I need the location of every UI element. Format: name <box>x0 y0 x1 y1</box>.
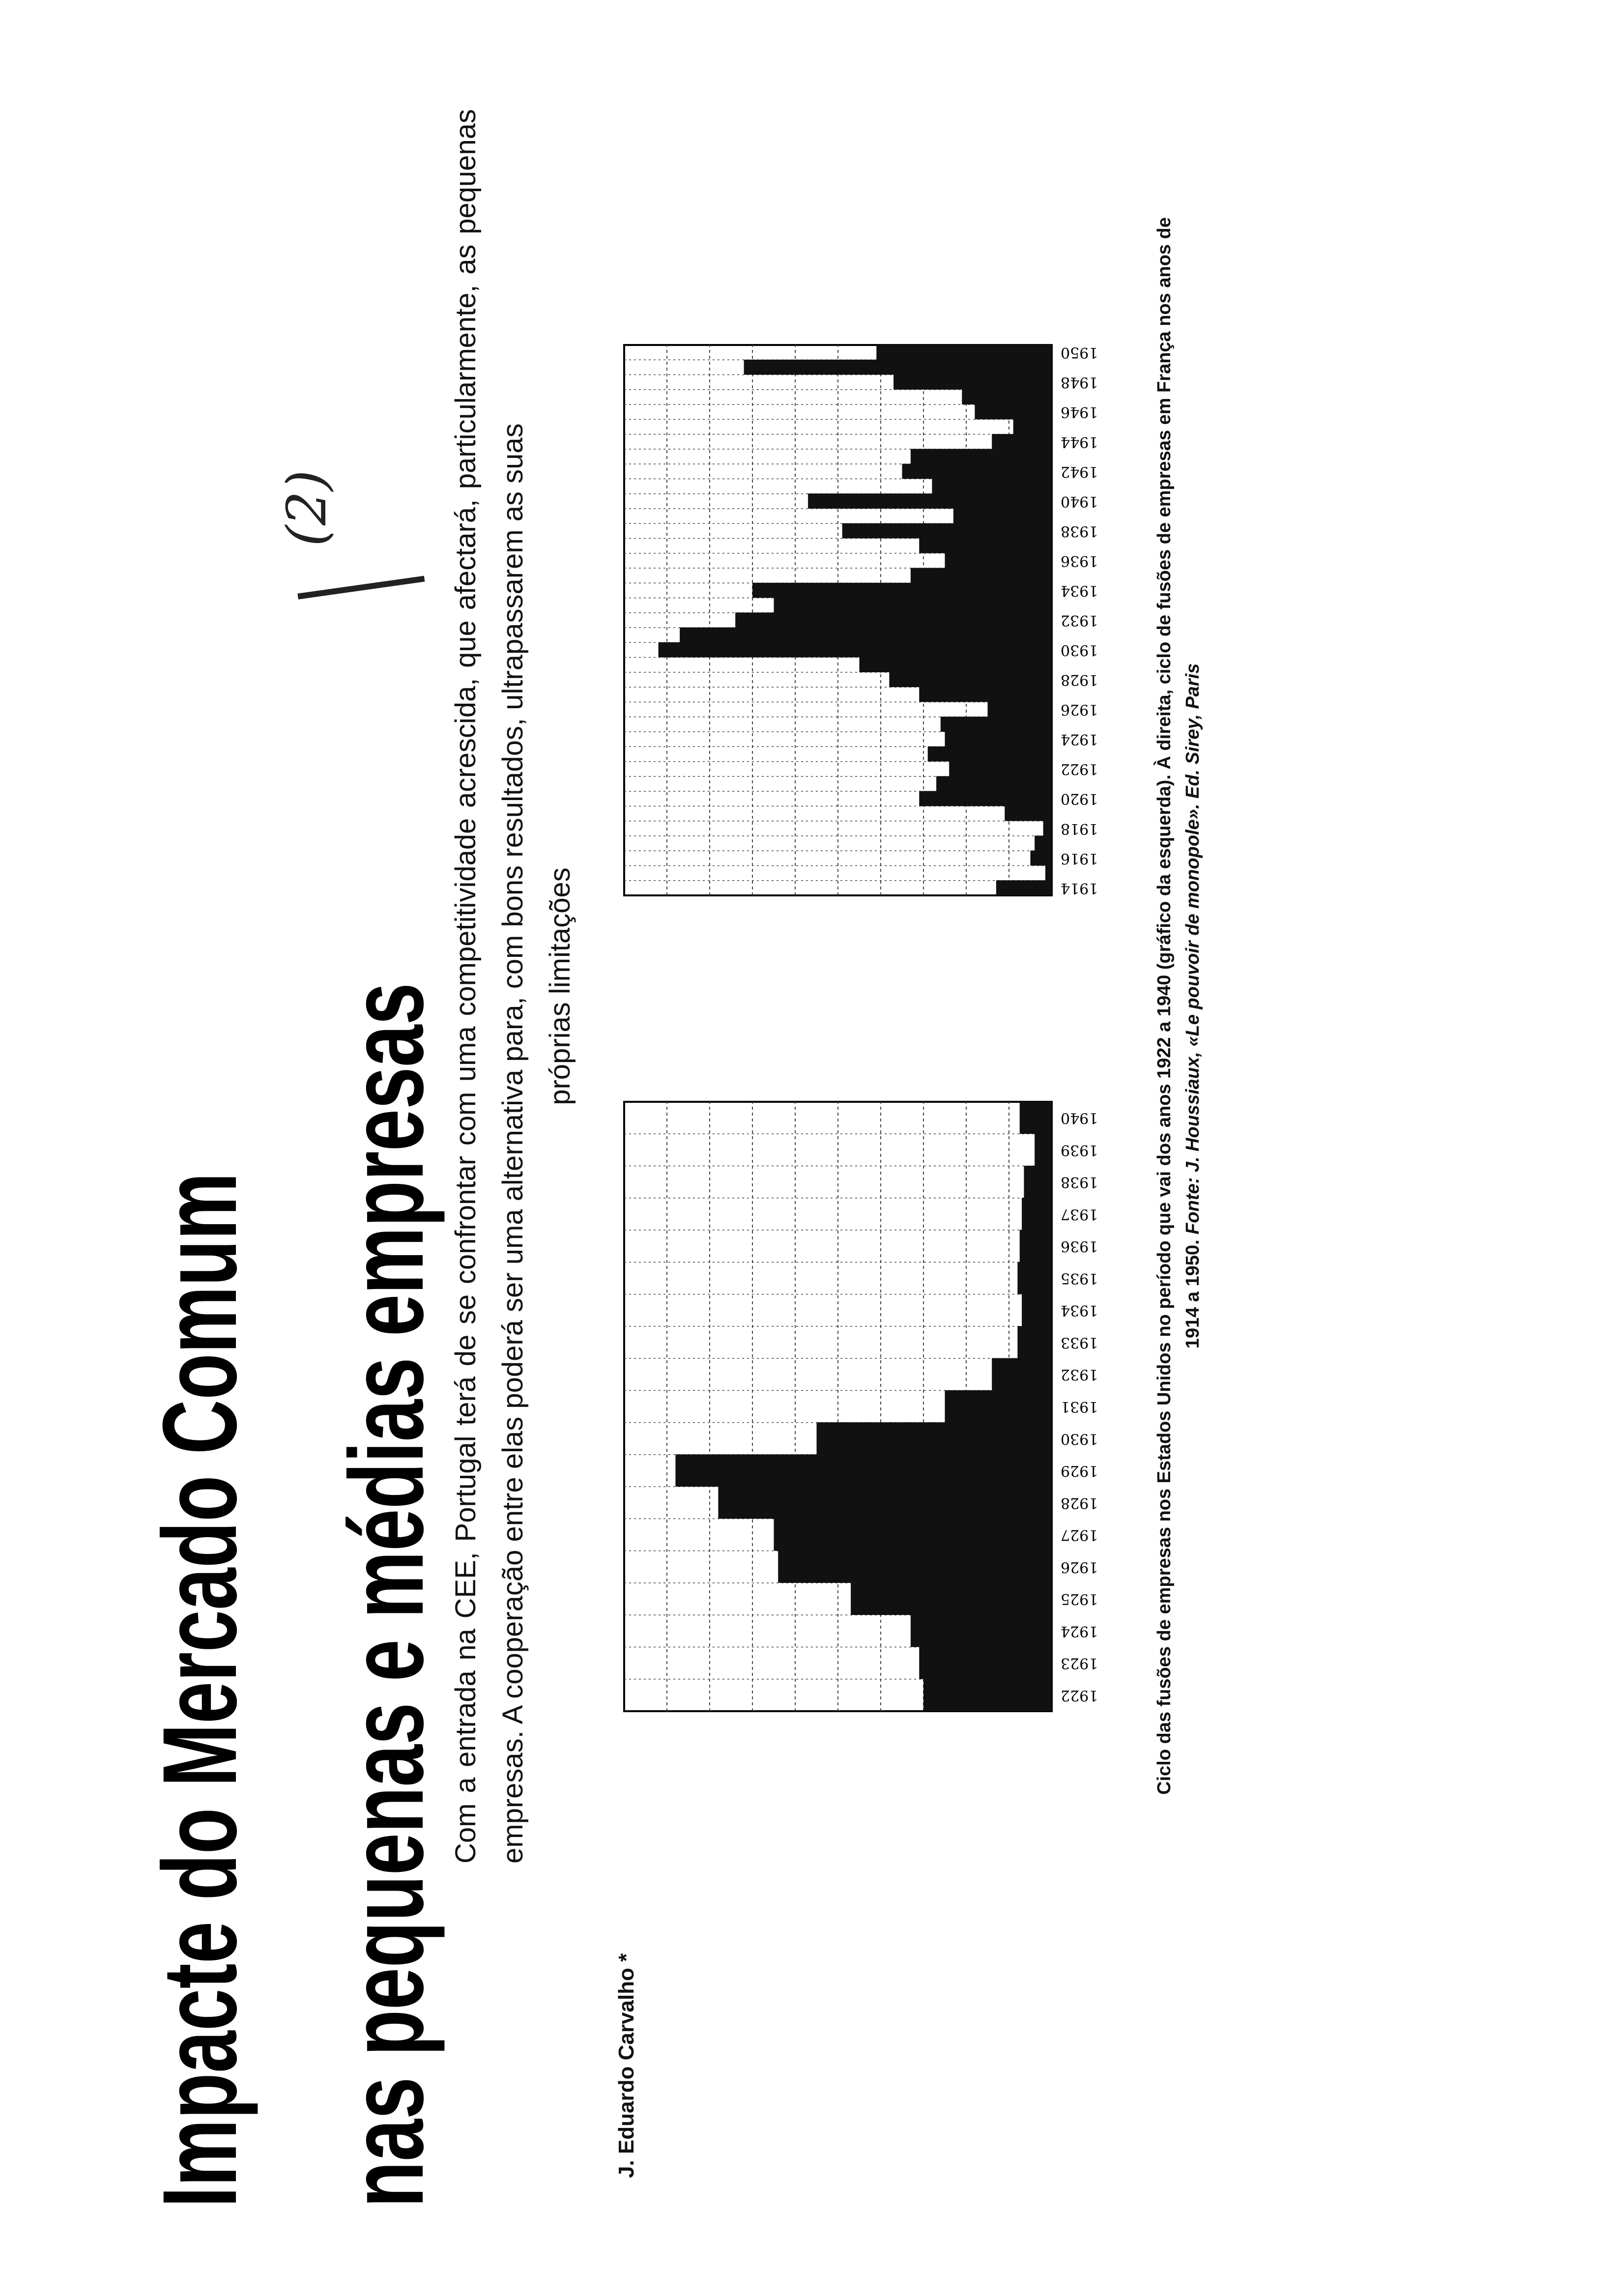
france-tick-label: 1942 <box>1061 462 1098 480</box>
usa-bar <box>1020 1230 1052 1263</box>
usa-tick-label: 1933 <box>1061 1333 1098 1351</box>
usa-tick-label: 1924 <box>1061 1622 1098 1640</box>
figure-caption <box>1150 207 1207 1805</box>
france-tick-label: 1916 <box>1061 849 1098 867</box>
handwritten-annotation: (2) <box>275 470 338 546</box>
france-tick-label: 1920 <box>1061 790 1098 807</box>
france-bar <box>911 568 1052 583</box>
usa-tick-label: 1938 <box>1061 1173 1098 1191</box>
france-bar <box>975 404 1052 420</box>
usa-tick-label: 1923 <box>1061 1654 1098 1672</box>
france-bar <box>932 479 1052 494</box>
france-bar <box>1005 806 1052 821</box>
france-tick-label: 1932 <box>1061 611 1098 629</box>
france-bar <box>659 642 1052 658</box>
headline-line-1: Impacte do Mercado Comum <box>141 1172 259 2208</box>
france-tick-label: 1934 <box>1061 581 1098 599</box>
france-bar <box>680 628 1052 643</box>
france-bar <box>996 880 1052 895</box>
france-bar <box>1043 821 1052 836</box>
usa-bar <box>851 1582 1052 1615</box>
france-tick-label: 1938 <box>1061 522 1098 540</box>
france-bar <box>949 761 1052 776</box>
handwritten-mark <box>293 542 425 599</box>
usa-tick-label: 1940 <box>1061 1109 1098 1127</box>
usa-tick-label: 1937 <box>1061 1205 1098 1223</box>
france-bar <box>988 702 1052 717</box>
france-bar <box>889 672 1052 687</box>
france-tick-label: 1930 <box>1061 641 1098 659</box>
headline-line-2: nas pequenas e médias empresas <box>328 982 445 2208</box>
france-tick-label: 1936 <box>1061 552 1098 570</box>
france-tick-label: 1918 <box>1061 820 1098 837</box>
usa-bar <box>774 1519 1052 1551</box>
france-bar <box>1035 835 1052 851</box>
france-bar <box>941 717 1052 732</box>
usa-mergers-chart <box>619 1097 1125 1785</box>
lead-paragraph <box>442 109 584 1864</box>
france-bar <box>1031 851 1052 866</box>
france-mergers-chart <box>619 340 1125 969</box>
byline: J. Eduardo Carvalho * <box>614 1953 638 2178</box>
usa-bar <box>923 1679 1052 1711</box>
usa-tick-label: 1939 <box>1061 1141 1098 1159</box>
france-bar <box>902 464 1052 479</box>
usa-bar <box>1022 1198 1052 1230</box>
france-bar <box>752 583 1052 598</box>
usa-tick-label: 1925 <box>1061 1590 1098 1608</box>
france-tick-label: 1924 <box>1061 730 1098 748</box>
usa-tick-label: 1932 <box>1061 1366 1098 1383</box>
france-bar <box>936 776 1052 791</box>
france-bar <box>735 612 1052 628</box>
france-bar <box>953 508 1052 523</box>
usa-bar <box>945 1390 1052 1423</box>
usa-tick-label: 1931 <box>1061 1398 1098 1415</box>
usa-tick-label: 1935 <box>1061 1269 1098 1287</box>
usa-tick-label: 1927 <box>1061 1526 1098 1544</box>
france-bar <box>919 687 1052 702</box>
france-bar <box>919 538 1052 553</box>
france-bar <box>808 493 1052 509</box>
usa-bar <box>1024 1166 1052 1198</box>
france-bar <box>1045 865 1052 881</box>
france-tick-label: 1946 <box>1061 403 1098 421</box>
caption-source-title: «Le pouvoir de monopole». <box>1182 804 1203 1047</box>
usa-bar <box>1017 1262 1052 1294</box>
france-tick-label: 1940 <box>1061 492 1098 510</box>
france-bar <box>928 746 1052 762</box>
usa-bar <box>817 1422 1052 1455</box>
france-tick-label: 1914 <box>1061 879 1098 897</box>
france-tick-label: 1926 <box>1061 701 1098 718</box>
usa-bar <box>911 1615 1052 1647</box>
usa-bar <box>778 1550 1052 1583</box>
france-bar <box>893 374 1052 390</box>
lead-last-line: próprias limitações <box>544 867 576 1105</box>
france-bar <box>945 553 1052 568</box>
france-bar <box>919 791 1052 806</box>
france-bar <box>911 449 1052 464</box>
usa-bar <box>1020 1102 1052 1134</box>
caption-text: Ciclo das fusões de empresas nos Estados Unidos no período que vai dos anos 1922 a 1940 (gráfico da esquerda). À direita, ciclo de fusões de empresas em França nos anos de 1914 a 1950. <box>1154 217 1203 1795</box>
caption-source-publisher: Ed. Sirey, Paris <box>1182 663 1203 799</box>
usa-tick-label: 1928 <box>1061 1494 1098 1512</box>
usa-bar <box>718 1487 1052 1519</box>
usa-tick-label: 1930 <box>1061 1430 1098 1447</box>
france-bar <box>1013 419 1052 434</box>
france-bar <box>962 389 1052 404</box>
france-tick-label: 1944 <box>1061 433 1098 451</box>
france-bar <box>945 732 1052 747</box>
france-tick-label: 1928 <box>1061 671 1098 689</box>
france-tick-label: 1950 <box>1061 344 1098 361</box>
usa-tick-label: 1922 <box>1061 1686 1098 1704</box>
usa-bar <box>1035 1134 1052 1166</box>
usa-bar <box>992 1358 1052 1391</box>
caption-source-label: Fonte: J. Houssiaux, <box>1182 1052 1203 1234</box>
usa-tick-label: 1936 <box>1061 1237 1098 1255</box>
usa-bar <box>919 1647 1052 1679</box>
france-bar <box>992 434 1052 449</box>
usa-tick-label: 1934 <box>1061 1301 1098 1319</box>
france-bar <box>876 345 1052 360</box>
usa-bar <box>675 1454 1052 1487</box>
usa-tick-label: 1929 <box>1061 1462 1098 1480</box>
france-tick-label: 1922 <box>1061 760 1098 778</box>
usa-tick-label: 1926 <box>1061 1558 1098 1576</box>
france-bar <box>842 523 1052 539</box>
france-tick-label: 1948 <box>1061 373 1098 391</box>
france-bar <box>860 657 1052 672</box>
lead-text: Com a entrada na CEE, Portugal terá de se confrontar com uma competitividade acrescida, que afectará, particularmente, as pequenas empresas. A cooperação entre elas poderá ser uma alternativa para, com bons resultados, ultrapassarem as suas <box>450 109 529 1864</box>
usa-bar <box>1022 1294 1052 1326</box>
usa-bar <box>1017 1326 1052 1358</box>
france-bar <box>774 598 1052 613</box>
france-bar <box>744 360 1052 375</box>
